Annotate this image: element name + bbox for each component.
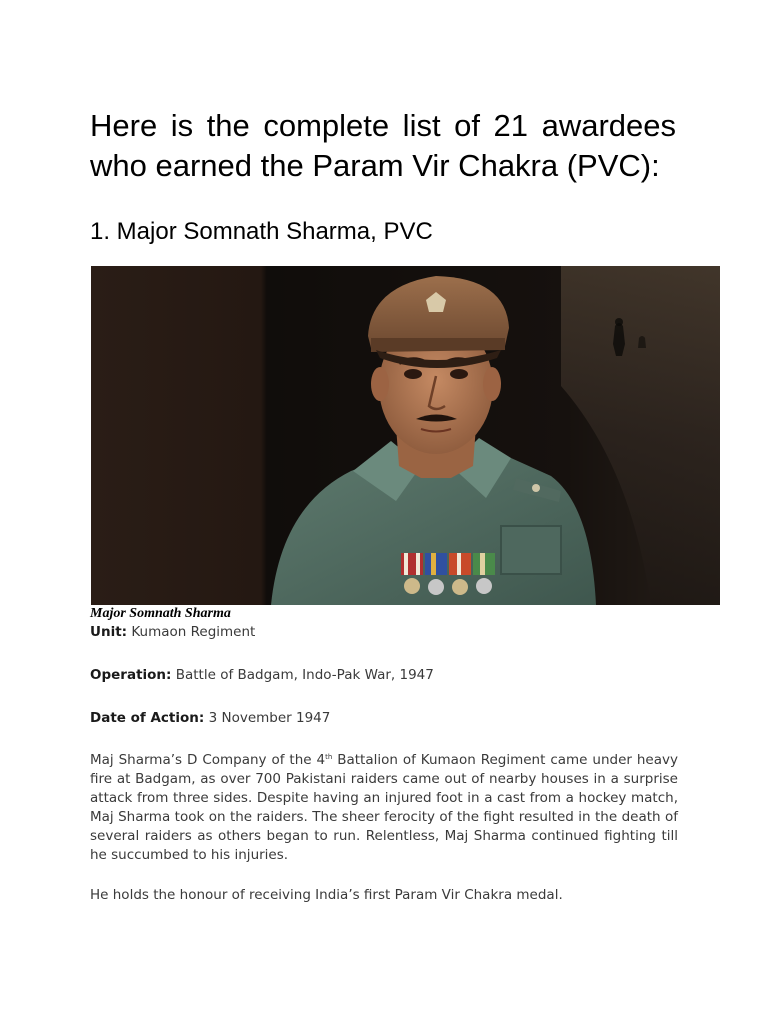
- date-of-action-field: [90, 709, 330, 728]
- description-part2: Battalion of Kumaon Regiment came under heavy fire at Badgam, as over 700 Pakistani raiders came out of nearby houses in a surprise attack from three sides. Despite having an injured foot in a cast from a hockey match, Maj Sharma took on the raiders. The sheer ferocity of the fight resulted in the death of several raiders as others began to run. Relentless, Maj Sharma continued fighting till he succumbed to his injuries.: [90, 752, 678, 863]
- unit-field: [90, 623, 255, 642]
- description-part1: Maj Sharma’s D Company of the 4: [90, 752, 326, 768]
- image-caption: Major Somnath Sharma: [90, 606, 231, 621]
- operation-label: Operation:: [90, 667, 172, 683]
- operation-value: Battle of Badgam, Indo-Pak War, 1947: [175, 667, 434, 683]
- closing-paragraph: He holds the honour of receiving India’s first Param Vir Chakra medal.: [90, 887, 563, 903]
- date-of-action-label: Date of Action:: [90, 710, 205, 726]
- awardee-title: 1. Major Somnath Sharma, PVC: [90, 218, 433, 245]
- description-superscript: th: [325, 753, 333, 761]
- unit-value: Kumaon Regiment: [131, 624, 256, 640]
- description-paragraph: [90, 751, 678, 865]
- page-heading: Here is the complete list of 21 awardees who earned the Param Vir Chakra (PVC):: [90, 108, 676, 183]
- portrait-image: [91, 266, 720, 605]
- portrait-illustration: [91, 266, 720, 605]
- date-of-action-value: 3 November 1947: [208, 710, 331, 726]
- operation-field: [90, 666, 434, 685]
- unit-label: Unit:: [90, 624, 128, 640]
